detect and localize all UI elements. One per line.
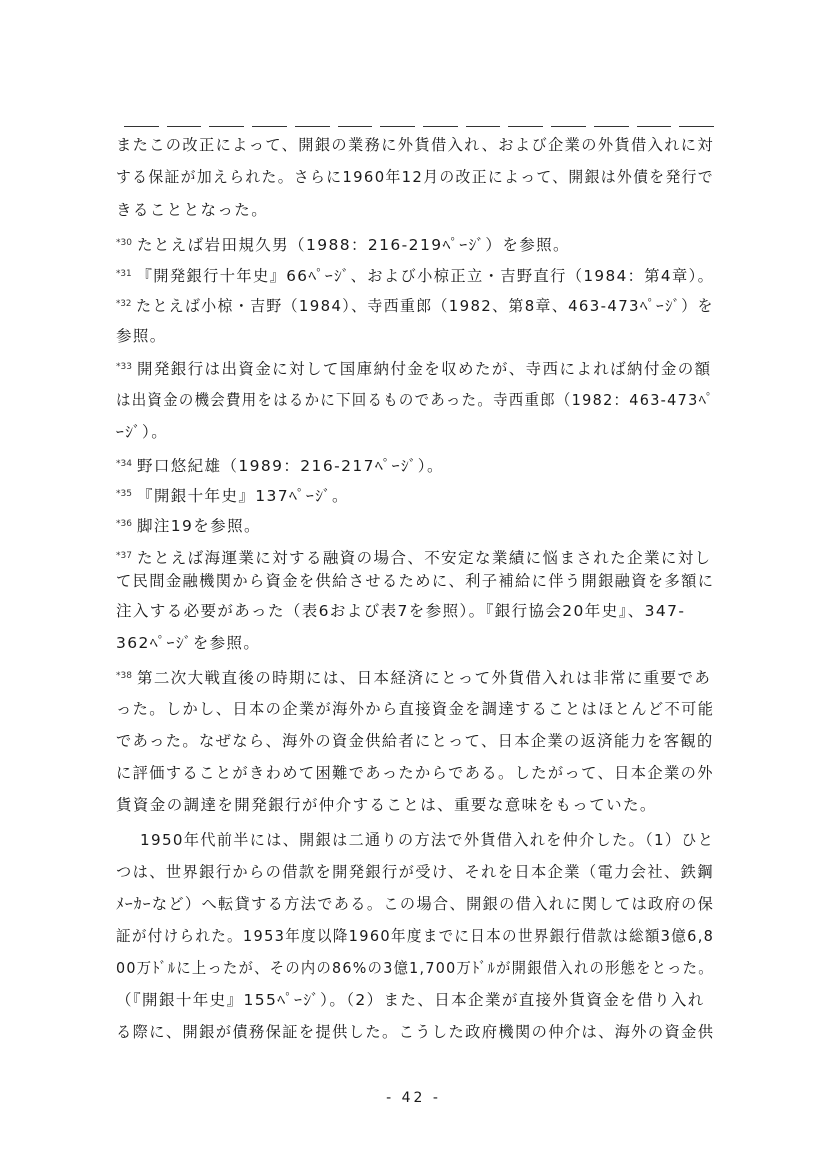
text-line: 貨資金の調達を開発銀行が仲介することは、重要な意味をもっていた。 bbox=[116, 796, 657, 814]
paragraph-start: 1950年代前半には、開銀は二通りの方法で外貨借入れを仲介した。（1）ひと bbox=[140, 831, 715, 849]
text-line: であった。なぜなら、海外の資金供給者にとって、日本企業の返済能力を客観的 bbox=[116, 732, 714, 750]
text-line: ﾒｰｶｰなど）へ転貸する方法である。この場合、開銀の借入れに関しては政府の保 bbox=[116, 895, 715, 913]
footnote-32: $^{*32}$ たとえば小椋・吉野（1984）、寺西重郎（1982、第8章、463-473ﾍﾟｰｼﾞ）を bbox=[116, 297, 714, 315]
text-line: は出資金の機会費用をはるかに下回るものであった。寺西重郎（1982：463-473ﾍﾟ bbox=[116, 391, 715, 409]
text-line: 参照。 bbox=[116, 327, 167, 345]
text-line: った。しかし、日本の企業が海外から直接資金を調達することはほとんど不可能 bbox=[116, 700, 715, 718]
footnote-marker: *34 bbox=[116, 459, 132, 469]
separator-rule bbox=[124, 121, 714, 127]
footnote-marker: *31 bbox=[116, 269, 132, 279]
footnote-31: $^{*31}$ 『開発銀行十年史』66ﾍﾟｰｼﾞ、および小椋正立・吉野直行（1984：第4章）。 bbox=[116, 267, 715, 285]
footnote-37: $^{*37}$ たとえば海運業に対する融資の場合、不安定な業績に悩まされた企業に対し bbox=[116, 549, 712, 567]
text-line: 証が付けられた。1953年度以降1960年度までに日本の世界銀行借款は総額3億6,8 bbox=[116, 927, 715, 945]
footnote-36: $^{*36}$ 脚注19を参照。 bbox=[116, 517, 261, 535]
footnote-marker: *32 bbox=[116, 299, 132, 309]
text-line: 362ﾍﾟｰｼﾞを参照。 bbox=[116, 634, 261, 652]
footnote-marker: *35 bbox=[116, 489, 132, 499]
footnote-34: $^{*34}$ 野口悠紀雄（1989：216-217ﾍﾟｰｼﾞ）。 bbox=[116, 457, 444, 475]
text-line: きることとなった。 bbox=[116, 201, 269, 219]
text-line: て民間金融機関から資金を供給させるために、利子補給に伴う開銀融資を多額に bbox=[116, 572, 715, 590]
footnote-33: $^{*33}$ 開発銀行は出資金に対して国庫納付金を収めたが、寺西によれば納付金の額 bbox=[116, 360, 712, 378]
text-line: る際に、開銀が債務保証を提供した。こうした政府機関の仲介は、海外の資金供 bbox=[116, 1023, 715, 1041]
footnote-30: $^{*30}$ たとえば岩田規久男（1988：216-219ﾍﾟｰｼﾞ）を参照。 bbox=[116, 236, 570, 254]
page-number: - 42 - bbox=[386, 1090, 441, 1106]
text-line: 注入する必要があった（表6および表7を参照）。『銀行協会20年史』、347- bbox=[116, 602, 686, 620]
text-line: つは、世界銀行からの借款を開発銀行が受け、それを日本企業（電力会社、鉄鋼 bbox=[116, 863, 714, 881]
footnote-marker: *38 bbox=[116, 671, 132, 681]
footnote-35: $^{*35}$ 『開銀十年史』137ﾍﾟｰｼﾞ。 bbox=[116, 487, 349, 505]
text-line: する保証が加えられた。さらに1960年12月の改正によって、開銀は外債を発行で bbox=[116, 168, 714, 186]
text-line: ｰｼﾞ）。 bbox=[116, 423, 169, 441]
footnote-marker: *33 bbox=[116, 362, 132, 372]
text-line: （『開銀十年史』155ﾍﾟｰｼﾞ）。（2）また、日本企業が直接外貨資金を借り入れ bbox=[116, 991, 705, 1009]
footnote-marker: *30 bbox=[116, 238, 132, 248]
text-line: 00万ﾄﾞﾙに上ったが、その内の86%の3億1,700万ﾄﾞﾙが開銀借入れの形態をとった。 bbox=[116, 959, 714, 977]
footnote-marker: *36 bbox=[116, 519, 132, 529]
text-line: またこの改正によって、開銀の業務に外貨借入れ、および企業の外貨借入れに対 bbox=[116, 136, 715, 154]
footnote-38: $^{*38}$ 第二次大戦直後の時期には、日本経済にとって外貨借入れは非常に重要であ bbox=[116, 669, 712, 687]
text-line: に評価することがきわめて困難であったからである。したがって、日本企業の外 bbox=[116, 764, 714, 782]
footnote-marker: *37 bbox=[116, 551, 132, 561]
